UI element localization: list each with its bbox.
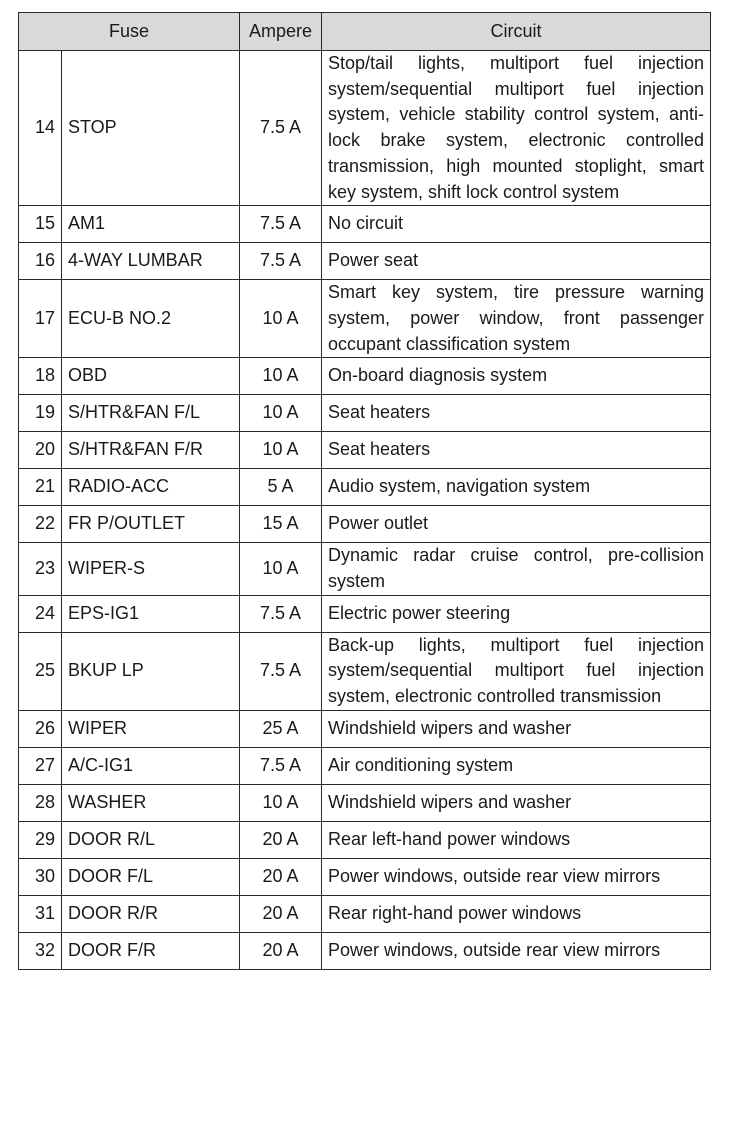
fuse-name: A/C-IG1 — [62, 747, 240, 784]
fuse-name: OBD — [62, 358, 240, 395]
fuse-circuit: Stop/tail lights, multiport fuel injection system/sequential multiport fuel injection system, vehicle stability control system, anti-lock brake system, electronic controlled transmission, high mounted stoplight, smart key system, shift lock control system — [322, 51, 711, 206]
header-ampere: Ampere — [240, 13, 322, 51]
table-row — [19, 858, 711, 895]
fuse-number: 14 — [19, 51, 62, 206]
fuse-ampere: 20 A — [240, 858, 322, 895]
fuse-number: 32 — [19, 932, 62, 969]
fuse-number: 17 — [19, 280, 62, 358]
table-row — [19, 821, 711, 858]
fuse-ampere: 5 A — [240, 469, 322, 506]
fuse-ampere: 10 A — [240, 358, 322, 395]
fuse-name: 4-WAY LUMBAR — [62, 243, 240, 280]
table-body — [19, 51, 711, 970]
fuse-number: 16 — [19, 243, 62, 280]
fuse-name: FR P/OUTLET — [62, 506, 240, 543]
table-row — [19, 506, 711, 543]
fuse-circuit: Smart key system, tire pressure warning system, power window, front passenger occupant classification system — [322, 280, 711, 358]
fuse-circuit: Dynamic radar cruise control, pre-collision system — [322, 543, 711, 595]
fuse-ampere: 10 A — [240, 543, 322, 595]
table-row — [19, 206, 711, 243]
fuse-number: 22 — [19, 506, 62, 543]
fuse-name: S/HTR&FAN F/R — [62, 432, 240, 469]
header-row — [19, 13, 711, 51]
fuse-circuit: Power windows, outside rear view mirrors — [322, 858, 711, 895]
fuse-name: STOP — [62, 51, 240, 206]
fuse-number: 26 — [19, 710, 62, 747]
fuse-name: EPS-IG1 — [62, 595, 240, 632]
fuse-ampere: 25 A — [240, 710, 322, 747]
fuse-name: ECU-B NO.2 — [62, 280, 240, 358]
fuse-table — [18, 12, 711, 970]
fuse-ampere: 10 A — [240, 280, 322, 358]
fuse-number: 31 — [19, 895, 62, 932]
table-row — [19, 543, 711, 595]
fuse-ampere: 7.5 A — [240, 51, 322, 206]
fuse-ampere: 10 A — [240, 432, 322, 469]
fuse-circuit: Seat heaters — [322, 395, 711, 432]
table-row — [19, 358, 711, 395]
table-row — [19, 784, 711, 821]
fuse-number: 23 — [19, 543, 62, 595]
table-row — [19, 280, 711, 358]
fuse-circuit: Rear left-hand power windows — [322, 821, 711, 858]
fuse-name: AM1 — [62, 206, 240, 243]
fuse-circuit: Audio system, navigation system — [322, 469, 711, 506]
fuse-number: 20 — [19, 432, 62, 469]
fuse-ampere: 15 A — [240, 506, 322, 543]
fuse-number: 30 — [19, 858, 62, 895]
fuse-name: DOOR F/R — [62, 932, 240, 969]
fuse-ampere: 7.5 A — [240, 206, 322, 243]
fuse-circuit: Back-up lights, multiport fuel injection system/sequential multiport fuel injection system, electronic controlled transmission — [322, 632, 711, 710]
fuse-ampere: 7.5 A — [240, 595, 322, 632]
fuse-name: DOOR R/L — [62, 821, 240, 858]
table-row — [19, 895, 711, 932]
fuse-circuit: Power seat — [322, 243, 711, 280]
fuse-ampere: 20 A — [240, 895, 322, 932]
table-row — [19, 469, 711, 506]
fuse-ampere: 7.5 A — [240, 243, 322, 280]
table-row — [19, 395, 711, 432]
fuse-circuit: Power outlet — [322, 506, 711, 543]
fuse-ampere: 7.5 A — [240, 747, 322, 784]
fuse-number: 28 — [19, 784, 62, 821]
fuse-circuit: No circuit — [322, 206, 711, 243]
fuse-ampere: 10 A — [240, 395, 322, 432]
fuse-ampere: 20 A — [240, 821, 322, 858]
fuse-circuit: Air conditioning system — [322, 747, 711, 784]
fuse-name: DOOR R/R — [62, 895, 240, 932]
fuse-number: 25 — [19, 632, 62, 710]
fuse-number: 24 — [19, 595, 62, 632]
fuse-name: WIPER-S — [62, 543, 240, 595]
fuse-circuit: Power windows, outside rear view mirrors — [322, 932, 711, 969]
table-row — [19, 595, 711, 632]
fuse-name: WASHER — [62, 784, 240, 821]
table-header — [19, 13, 711, 51]
fuse-ampere: 20 A — [240, 932, 322, 969]
fuse-ampere: 7.5 A — [240, 632, 322, 710]
fuse-circuit: Seat heaters — [322, 432, 711, 469]
header-fuse: Fuse — [19, 13, 240, 51]
fuse-number: 29 — [19, 821, 62, 858]
fuse-number: 27 — [19, 747, 62, 784]
fuse-number: 19 — [19, 395, 62, 432]
fuse-circuit: Electric power steering — [322, 595, 711, 632]
fuse-circuit: Rear right-hand power windows — [322, 895, 711, 932]
fuse-circuit: On-board diagnosis system — [322, 358, 711, 395]
fuse-name: RADIO-ACC — [62, 469, 240, 506]
fuse-name: S/HTR&FAN F/L — [62, 395, 240, 432]
fuse-circuit: Windshield wipers and washer — [322, 784, 711, 821]
table-row — [19, 243, 711, 280]
fuse-number: 18 — [19, 358, 62, 395]
table-row — [19, 710, 711, 747]
header-circuit: Circuit — [322, 13, 711, 51]
fuse-ampere: 10 A — [240, 784, 322, 821]
fuse-name: BKUP LP — [62, 632, 240, 710]
table-row — [19, 747, 711, 784]
table-row — [19, 632, 711, 710]
fuse-circuit: Windshield wipers and washer — [322, 710, 711, 747]
fuse-number: 15 — [19, 206, 62, 243]
table-row — [19, 432, 711, 469]
fuse-name: DOOR F/L — [62, 858, 240, 895]
fuse-number: 21 — [19, 469, 62, 506]
fuse-name: WIPER — [62, 710, 240, 747]
table-row — [19, 932, 711, 969]
table-row — [19, 51, 711, 206]
